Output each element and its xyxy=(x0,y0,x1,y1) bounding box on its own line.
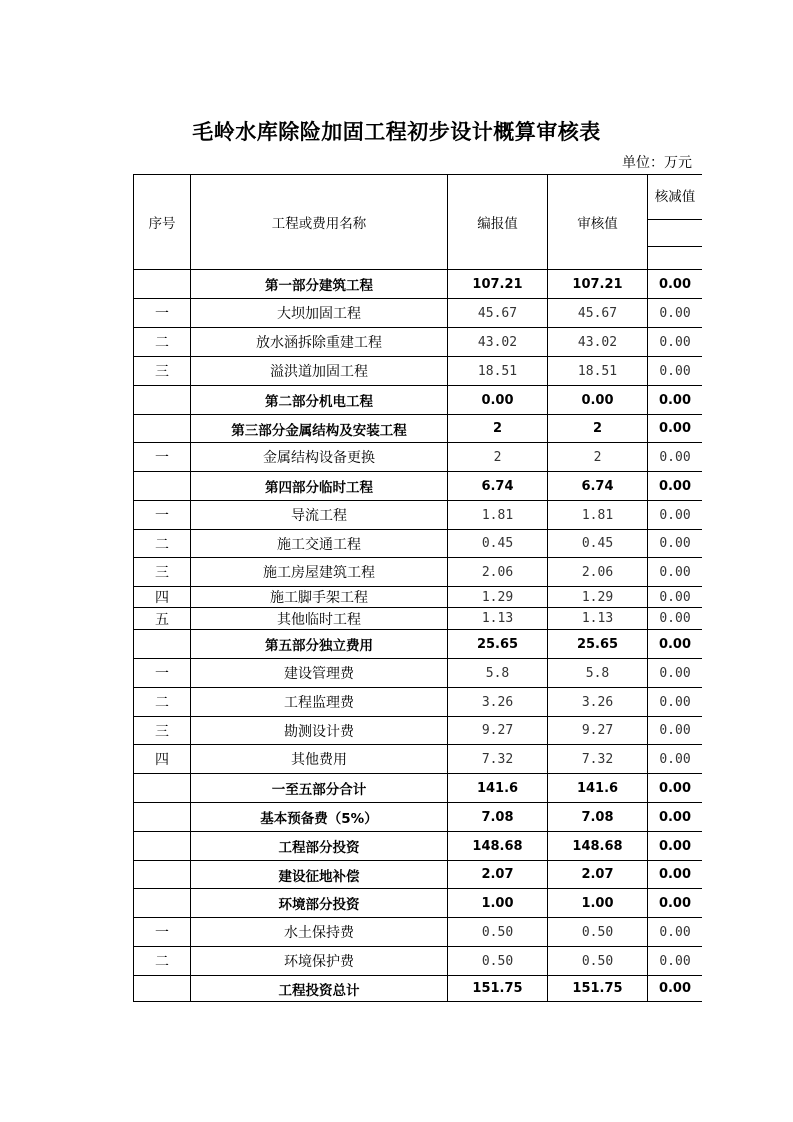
cell-name: 施工房屋建筑工程 xyxy=(263,565,375,581)
cell-name: 环境部分投资 xyxy=(278,897,360,913)
cell-reduction: 0.00 xyxy=(658,636,692,652)
cell-reviewed: 2 xyxy=(592,421,603,436)
cell-reduction: 0.00 xyxy=(658,392,692,408)
cell-reduction: 0.00 xyxy=(659,507,691,523)
cell-reported: 2 xyxy=(493,449,502,465)
cell-reviewed: 0.45 xyxy=(581,536,614,551)
cell-seq xyxy=(134,889,190,917)
cell-reduction: 0.00 xyxy=(659,305,691,321)
cell-reviewed: 45.67 xyxy=(577,305,618,321)
cell-seq xyxy=(134,832,190,860)
cell-reviewed: 43.02 xyxy=(577,334,618,350)
cell-reported: 7.32 xyxy=(481,751,514,767)
cell-reviewed: 5.8 xyxy=(585,665,610,681)
cell-name: 其他临时工程 xyxy=(277,611,361,628)
cell-reduction: 0.00 xyxy=(658,478,692,494)
cell-reduction: 0.00 xyxy=(658,867,692,882)
cell-name: 施工脚手架工程 xyxy=(270,590,368,606)
cell-reported: 18.51 xyxy=(477,363,518,379)
cell-reported: 1.29 xyxy=(481,589,514,605)
cell-reduction: 0.00 xyxy=(658,276,692,292)
cell-name: 建设征地补偿 xyxy=(278,868,360,885)
cell-reported: 1.00 xyxy=(481,895,514,911)
cell-reviewed: 1.29 xyxy=(581,589,614,605)
cell-reduction: 0.00 xyxy=(659,694,691,710)
cell-reviewed: 9.27 xyxy=(581,723,614,738)
cell-reduction: 0.00 xyxy=(659,589,691,605)
cell-reviewed: 2 xyxy=(593,449,602,465)
cell-name: 其他费用 xyxy=(291,752,347,768)
cell-reviewed: 1.13 xyxy=(581,611,614,626)
unit-label: 单位：万元 xyxy=(622,155,692,171)
cell-seq: 二 xyxy=(155,954,169,970)
cell-name: 第三部分金属结构及安装工程 xyxy=(231,422,407,439)
cell-reviewed: 2.06 xyxy=(581,564,614,580)
cell-reduction: 0.00 xyxy=(659,723,691,738)
cell-name: 勘测设计费 xyxy=(284,723,354,740)
cell-reduction: 0.00 xyxy=(658,780,692,796)
cell-reported: 9.27 xyxy=(481,723,514,738)
cell-reduction: 0.00 xyxy=(658,895,692,911)
cell-reported: 0.00 xyxy=(481,392,514,408)
cell-reported: 2 xyxy=(492,421,503,436)
cell-name: 第二部分机电工程 xyxy=(265,394,373,410)
cell-name: 工程监理费 xyxy=(284,695,354,711)
cell-reported: 148.68 xyxy=(472,838,523,854)
header-reported: 编报值 xyxy=(477,215,518,232)
cell-reduction: 0.00 xyxy=(659,449,691,465)
cell-seq: 三 xyxy=(155,364,169,380)
cell-seq xyxy=(134,386,190,414)
cell-seq: 二 xyxy=(155,335,169,351)
cell-seq xyxy=(134,270,190,298)
cell-reported: 0.50 xyxy=(481,924,514,940)
cell-reported: 151.75 xyxy=(472,981,523,996)
cell-reported: 6.74 xyxy=(481,478,514,494)
cell-name: 水土保持费 xyxy=(284,925,354,941)
cell-reported: 1.13 xyxy=(481,611,514,626)
cell-name: 工程部分投资 xyxy=(278,840,360,856)
cell-name: 溢洪道加固工程 xyxy=(270,364,368,380)
cell-reviewed: 18.51 xyxy=(577,363,618,379)
cell-reviewed: 107.21 xyxy=(572,276,623,292)
cell-name: 第四部分临时工程 xyxy=(265,480,373,496)
cell-reduction: 0.00 xyxy=(659,564,691,580)
cell-reduction: 0.00 xyxy=(659,953,691,969)
cell-name: 基本预备费（5%） xyxy=(260,811,378,827)
cell-reported: 0.50 xyxy=(481,953,514,969)
cell-reduction: 0.00 xyxy=(659,334,691,350)
cell-name: 环境保护费 xyxy=(284,954,354,970)
cell-name: 放水涵拆除重建工程 xyxy=(256,335,382,351)
cell-name: 金属结构设备更换 xyxy=(263,450,375,466)
cell-seq: 五 xyxy=(155,611,169,628)
header-subdivider xyxy=(647,246,702,247)
cell-reviewed: 0.00 xyxy=(581,392,614,408)
cell-reduction: 0.00 xyxy=(659,363,691,379)
cell-reviewed: 148.68 xyxy=(572,838,623,854)
cell-reported: 7.08 xyxy=(481,809,514,825)
cell-reported: 25.65 xyxy=(476,636,519,652)
cell-seq: 一 xyxy=(155,666,169,682)
cell-reported: 2.07 xyxy=(481,867,514,882)
cell-name: 第一部分建筑工程 xyxy=(265,278,373,294)
cell-seq: 三 xyxy=(155,723,169,740)
cell-reduction: 0.00 xyxy=(658,838,692,854)
header-reduction: 核减值 xyxy=(654,189,696,205)
cell-seq xyxy=(134,976,190,1001)
cell-reported: 107.21 xyxy=(472,276,523,292)
cell-reduction: 0.00 xyxy=(659,611,691,626)
header-name: 工程或费用名称 xyxy=(271,215,367,232)
cell-reviewed: 3.26 xyxy=(581,694,614,710)
cell-reviewed: 7.08 xyxy=(581,809,614,825)
cell-seq xyxy=(134,415,190,442)
cell-reduction: 0.00 xyxy=(659,924,691,940)
cell-seq: 一 xyxy=(155,306,169,322)
cell-reviewed: 0.50 xyxy=(581,924,614,940)
cell-name: 大坝加固工程 xyxy=(277,306,361,322)
cell-seq: 三 xyxy=(155,565,169,581)
cell-seq xyxy=(134,803,190,831)
cell-name: 一至五部分合计 xyxy=(271,782,367,798)
cell-seq xyxy=(134,630,190,658)
cell-reported: 141.6 xyxy=(476,780,519,796)
cell-reviewed: 2.07 xyxy=(581,867,614,882)
cell-seq: 二 xyxy=(155,536,169,553)
cell-reviewed: 141.6 xyxy=(576,780,619,796)
cell-reduction: 0.00 xyxy=(659,536,691,551)
cell-reported: 2.06 xyxy=(481,564,514,580)
header-reviewed: 审核值 xyxy=(577,215,618,232)
cell-seq: 四 xyxy=(155,590,169,606)
document-title: 毛岭水库除险加固工程初步设计概算审核表 xyxy=(192,120,601,144)
cell-reported: 43.02 xyxy=(477,334,518,350)
cell-name: 施工交通工程 xyxy=(277,536,361,553)
cell-seq: 一 xyxy=(155,508,169,524)
cell-name: 导流工程 xyxy=(291,508,347,524)
cell-name: 第五部分独立费用 xyxy=(265,638,373,654)
cell-name: 建设管理费 xyxy=(284,666,354,682)
cell-seq: 四 xyxy=(155,752,169,768)
budget-review-table xyxy=(133,174,702,1002)
cell-seq xyxy=(134,861,190,888)
cell-seq xyxy=(134,774,190,802)
cell-reported: 1.81 xyxy=(481,507,514,523)
cell-reviewed: 6.74 xyxy=(581,478,614,494)
cell-reviewed: 7.32 xyxy=(581,751,614,767)
cell-reduction: 0.00 xyxy=(658,809,692,825)
cell-reviewed: 151.75 xyxy=(572,981,623,996)
cell-seq: 二 xyxy=(155,695,169,711)
cell-reviewed: 0.50 xyxy=(581,953,614,969)
cell-reported: 0.45 xyxy=(481,536,514,551)
cell-seq: 一 xyxy=(155,925,169,941)
cell-reported: 45.67 xyxy=(477,305,518,321)
cell-reviewed: 1.00 xyxy=(581,895,614,911)
cell-reported: 3.26 xyxy=(481,694,514,710)
header-subdivider xyxy=(647,219,702,220)
cell-reduction: 0.00 xyxy=(659,751,691,767)
cell-reduction: 0.00 xyxy=(658,421,692,436)
cell-seq: 一 xyxy=(155,450,169,466)
cell-seq xyxy=(134,472,190,500)
cell-reduction: 0.00 xyxy=(658,981,692,996)
cell-reported: 5.8 xyxy=(485,665,510,681)
cell-reduction: 0.00 xyxy=(659,665,691,681)
header-seq: 序号 xyxy=(148,215,176,232)
cell-reviewed: 25.65 xyxy=(576,636,619,652)
cell-reviewed: 1.81 xyxy=(581,507,614,523)
cell-name: 工程投资总计 xyxy=(278,982,360,999)
